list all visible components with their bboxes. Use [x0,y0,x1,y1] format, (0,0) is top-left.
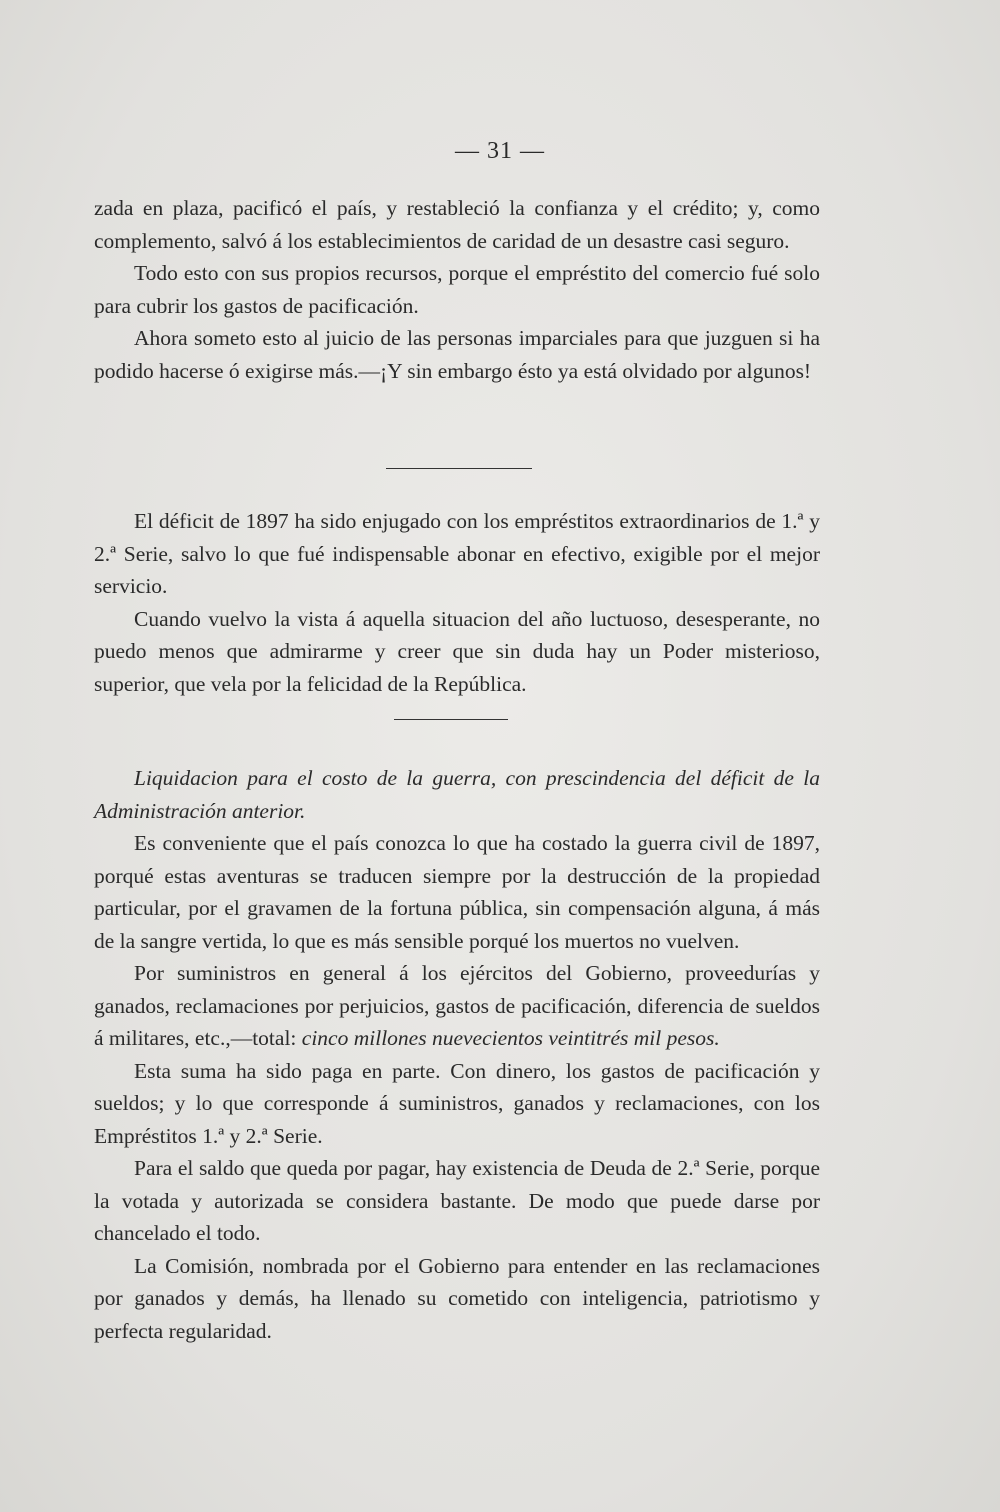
paragraph: Para el saldo que queda por pagar, hay existencia de Deuda de 2.ª Serie, porque la votada y autorizada se considera bastante. De modo que puede darse por chancelado el todo. [94,1156,820,1245]
paragraph [94,957,820,1055]
paragraph: Todo esto con sus propios recursos, porque el empréstito del comercio fué solo para cubrir los gastos de pacificación. [94,261,820,318]
paragraph: Esta suma ha sido paga en parte. Con dinero, los gastos de pacificación y sueldos; y lo que corresponde á suministros, ganados y reclamaciones, con los Empréstitos 1.ª y 2.ª Serie. [94,1058,820,1148]
paragraph: La Comisión, nombrada por el Gobierno para entender en las reclamaciones por ganados y demás, ha llenado su cometido con inteligencia, patriotismo y perfecta regularidad. [94,1253,820,1343]
paragraph-text: Por suministros en general á los ejércitos del Gobierno, proveedurías y ganados, reclamaciones por perjuicios, gastos de pacificación, diferencia de sueldos á militares, etc.,—total: [94,961,820,1050]
paragraph: zada en plaza, pacificó el país, y restableció la confianza y el crédito; y, como complemento, salvó á los establecimientos de caridad de un desastre casi seguro. [94,196,820,253]
paragraph: Ahora someto esto al juicio de las personas imparciales para que juzguen si ha podido hacerse ó exigirse más.—¡Y sin embargo ésto ya está olvidado por algunos! [94,326,820,383]
paragraph: Cuando vuelvo la vista á aquella situacion del año luctuoso, desesperante, no puedo menos que admirarme y creer que sin duda hay un Poder misterioso, superior, que vela por la felicidad de la República. [94,606,820,696]
section-heading: Liquidacion para el costo de la guerra, con prescindencia del déficit de la Administración anterior. [94,766,820,823]
paragraph: Es conveniente que el país conozca lo que ha costado la guerra civil de 1897, porqué estas aventuras se traducen siempre por la destrucción de la propiedad particular, por el gravamen de la fortuna pública, sin compensación alguna, á más de la sangre vertida, lo que es más sensible porqué los muertos no vuelven. [94,831,820,953]
section-deficit [94,505,820,700]
section-divider [394,719,508,720]
section-war-cost [94,762,820,1347]
section-divider [386,468,532,469]
section-intro [94,192,820,387]
page-number: — 31 — [455,138,545,164]
total-amount: cinco millones nuevecientos veintitrés mil pesos. [301,1026,720,1050]
paragraph: El déficit de 1897 ha sido enjugado con los empréstitos extraordinarios de 1.ª y 2.ª Serie, salvo lo que fué indispensable abonar en efectivo, exigible por el mejor servicio. [94,509,820,598]
